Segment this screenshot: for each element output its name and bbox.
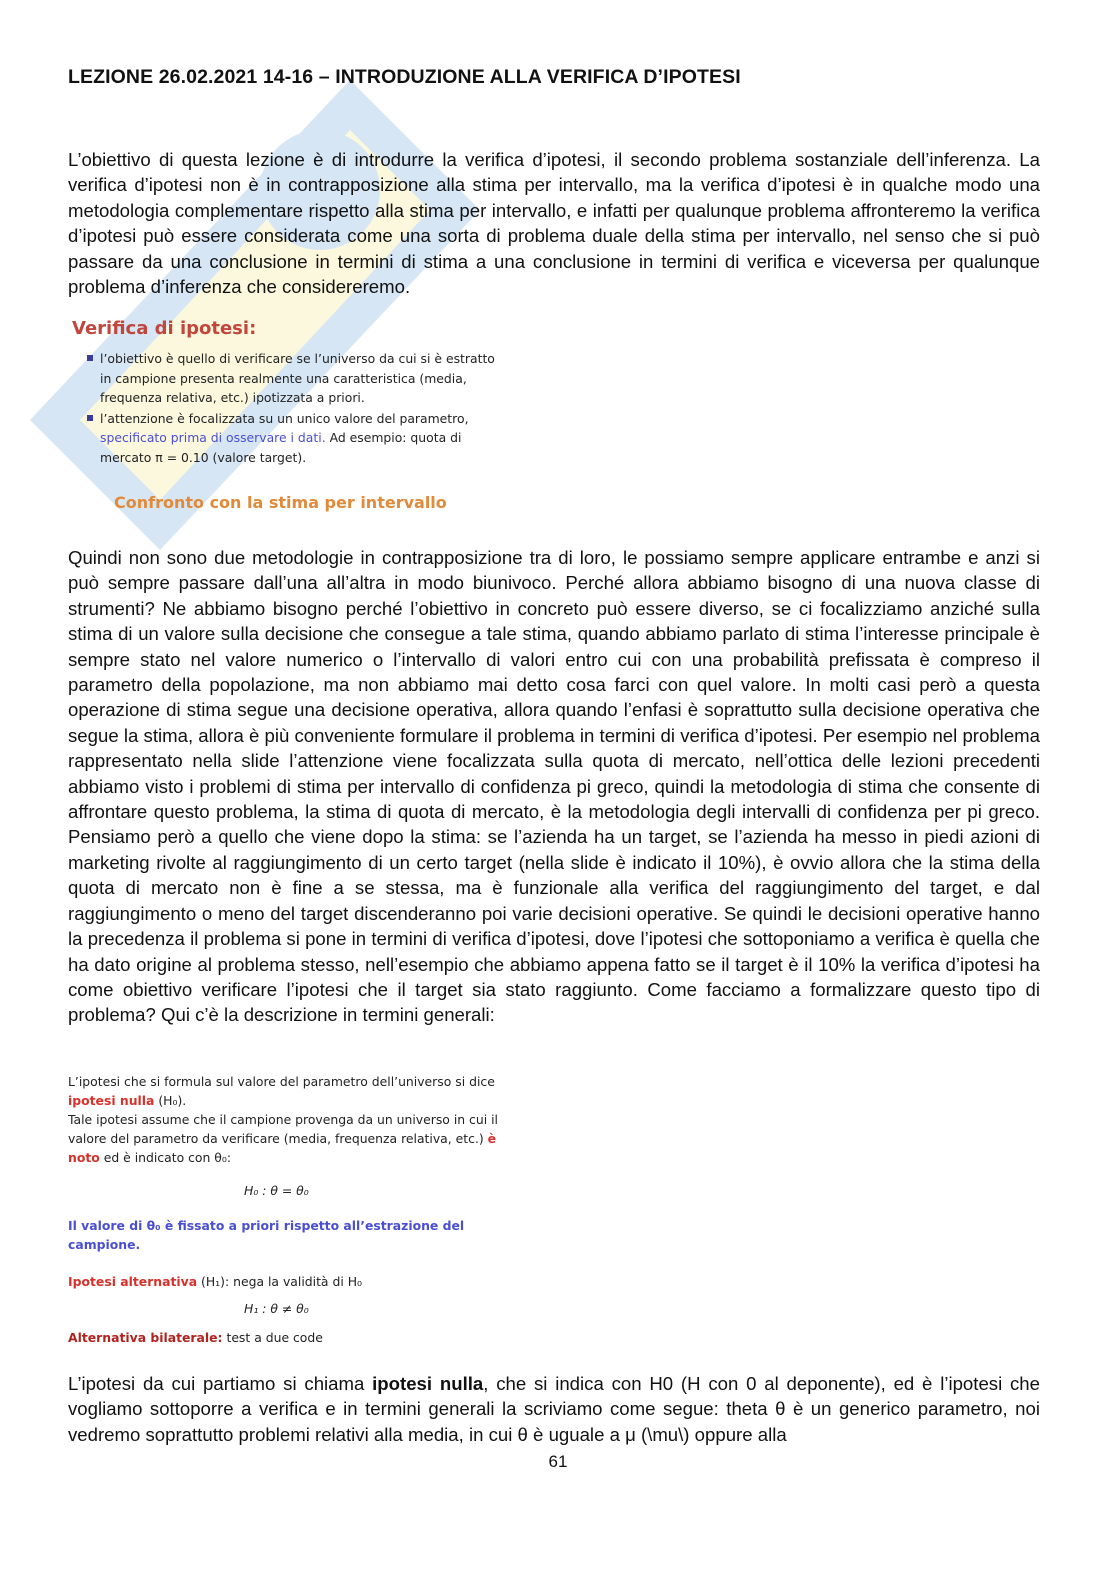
slide-note: Il valore di θ₀ è fissato a priori rispetto all’estrazione del campione. <box>68 1218 465 1252</box>
slide-null-hypothesis-def: L’ipotesi che si formula sul valore del parametro dell’universo si dice ipotesi nulla (H₀). <box>68 1074 495 1108</box>
slide-term-alternative: Ipotesi alternativa <box>68 1274 198 1289</box>
slide-assumption: Tale ipotesi assume che il campione provenga da un universo in cui il valore del parametro da verificare (media, frequenza relativa, etc.) è noto ed è indicato con θ₀: <box>68 1112 498 1165</box>
slide-bullet: l’attenzione è focalizzata su un unico valore del parametro, specificato prima di osservare i dati. Ad esempio: quota di mercato π = 0.10 (valore target). <box>84 409 500 468</box>
paragraph-null-hypothesis: L’ipotesi da cui partiamo si chiama ipotesi nulla, che si indica con H0 (H con 0 al deponente), ed è l’ipotesi che vogliamo sottoporre a verifica e in termini generali la scriviamo come segue: theta θ è un generico parametro, noi vedremo soprattutto problemi relativi alla media, in cui θ è uguale a μ (\mu\) oppure alla <box>68 1373 1040 1445</box>
slide-subtitle: Confronto con la stima per intervallo <box>114 493 447 512</box>
slide-term-bilateral: Alternativa bilaterale: <box>68 1330 223 1345</box>
slide-highlight: specificato prima di osservare i dati. <box>100 430 326 445</box>
slide-bullet: l’obiettivo è quello di verificare se l’universo da cui si è estratto in campione presenta realmente una caratteristica (media, frequenza relativa, etc.) ipotizzata a priori. <box>84 349 500 408</box>
page-number: 61 <box>548 1452 568 1471</box>
formula-h1: H₁ : θ ≠ θ₀ <box>244 1301 309 1316</box>
slide-term-known: è noto <box>68 1131 497 1165</box>
formula-h0: H₀ : θ = θ₀ <box>244 1183 309 1198</box>
slide-term-null: ipotesi nulla <box>68 1093 155 1108</box>
slide-bilateral: Alternativa bilaterale: test a due code <box>68 1330 323 1345</box>
bold-term: ipotesi nulla <box>372 1373 484 1394</box>
slide-verifica-di-ipotesi <box>70 318 500 512</box>
paragraph-market-share: Quindi non sono due metodologie in contrapposizione tra di loro, le possiamo sempre applicare entrambe e anzi si può sempre passare dall’una all’altra in modo biunivoco. Perché allora abbiamo bisogno di una nuova classe di strumenti? Ne abbiamo bisogno perché l’obiettivo in concreto può essere diverso, se ci focalizziamo anziché sulla stima di un valore sulla decisione che consegue a tale stima, quando abbiamo parlato di stima l’interesse principale è sempre stato nel valore numerico o l’intervallo di valori entro cui con una probabilità prefissata è compreso il parametro della popolazione, ma non abbiamo mai detto cosa farci con quel valore. In molti casi però a questa operazione di stima segue una decisione operativa, allora quando l’enfasi è soprattutto sulla decisione operativa che segue la stima, allora è più conveniente formulare il problema in termini di verifica d’ipotesi. Per esempio nel problema rappresentato nella slide l’attenzione viene focalizzata sulla quota di mercato, nell’ottica delle lezioni precedenti abbiamo visto i problemi di stima per intervallo di confidenza pi greco, quindi la metodologia di stima che consente di affrontare questo problema, la stima di quota di mercato, è la metodologia degli intervalli di confidenza per pi greco. Pensiamo però a quello che viene dopo la stima: se l’azienda ha un target, se l’azienda ha messo in piedi azioni di marketing rivolte al raggiungimento di un certo target (nella slide è indicato il 10%), è ovvio allora che la stima della quota di mercato non è fine a se stessa, ma è funzionale alla verifica del raggiungimento del target, e dal raggiungimento o meno del target discenderanno poi varie decisioni operative. Se quindi le decisioni operative hanno la precedenza il problema si pone in termini di verifica d’ipotesi, dove l’ipotesi che sottoponiamo a verifica è quella che ha dato origine al problema stesso, nell’esempio che abbiamo appena fatto se il target è il 10% la verifica d’ipotesi ha come obiettivo verificare l’ipotesi che il target sia stato raggiunto. Come facciamo a formalizzare questo tipo di problema? Qui c’è la descrizione in termini generali: <box>68 547 1040 1026</box>
slide-bullet-list <box>70 349 500 467</box>
paragraph-intro: L’obiettivo di questa lezione è di introdurre la verifica d’ipotesi, il secondo problema sostanziale dell’inferenza. La verifica d’ipotesi non è in contrapposizione alla stima per intervallo, ma la verifica d’ipotesi è in qualche modo una metodologia complementare rispetto alla stima per intervallo, e infatti per qualunque problema affronteremo la verifica d’ipotesi può essere considerata come una sorta di problema duale della stima per intervallo, nel senso che si può passare da una conclusione in termini di stima a una conclusione in termini di verifica e viceversa per qualunque problema d’inferenza che considereremo. <box>68 149 1040 298</box>
slide-title: Verifica di ipotesi: <box>72 318 257 339</box>
page-title: LEZIONE 26.02.2021 14-16 – INTRODUZIONE ALLA VERIFICA D’IPOTESI <box>68 66 741 88</box>
slide-ipotesi-nulla <box>68 1072 508 1347</box>
slide-alternative-def: Ipotesi alternativa (H₁): nega la validità di H₀ <box>68 1274 362 1289</box>
